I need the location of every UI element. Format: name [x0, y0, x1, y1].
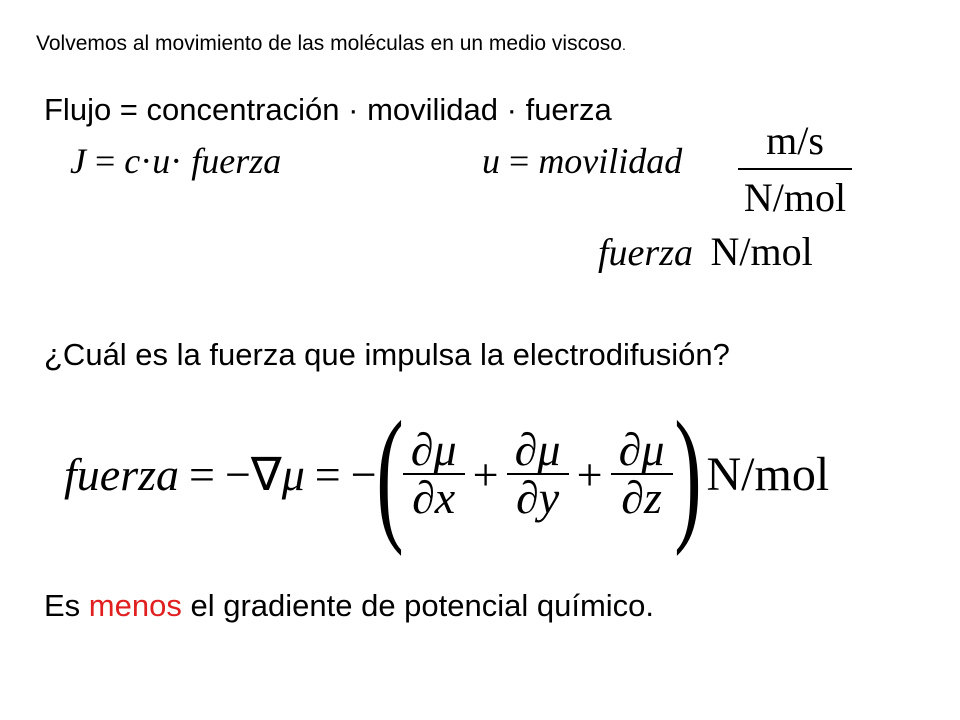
plus-sign: +	[472, 448, 499, 500]
flux-definition: Flujo = concentración · movilidad · fuerza	[44, 92, 612, 127]
header-main: Volvemos al movimiento de las moléculas en un medio viscoso	[36, 32, 622, 55]
minus-sign: −	[350, 448, 377, 500]
flux-symbol: J	[70, 141, 86, 181]
right-paren: )	[673, 391, 702, 557]
plus-sign: +	[576, 448, 603, 500]
question-text: ¿Cuál es la fuerza que impulsa la electrodifusión?	[44, 337, 730, 372]
partial-fraction-x	[403, 424, 465, 523]
fraction-numerator: ∂μ	[410, 424, 457, 475]
partial-fraction-y	[507, 424, 569, 523]
fraction-numerator: ∂μ	[514, 424, 561, 475]
conclusion-text	[44, 588, 654, 624]
header-dot: .	[621, 37, 626, 53]
conclusion-part1: Es	[44, 588, 89, 623]
fraction-denominator: ∂x	[412, 472, 456, 523]
force-unit: N/mol	[710, 229, 813, 274]
gradient-unit: N/mol	[706, 447, 830, 501]
mobility-equation	[482, 140, 682, 182]
equals-sign: =	[189, 448, 215, 500]
header-text	[36, 32, 626, 56]
equals-sign: =	[314, 448, 341, 500]
fraction-denominator: ∂z	[621, 472, 662, 523]
concentration-symbol: c	[124, 141, 141, 181]
dot-operator: ·	[170, 141, 183, 181]
force-word: fuerza	[64, 448, 179, 500]
mu-symbol: μ	[281, 448, 305, 500]
partial-fraction-z	[611, 424, 673, 523]
force-word: fuerza	[598, 232, 693, 274]
fraction-bar	[738, 168, 852, 170]
left-paren: (	[375, 391, 404, 557]
units-denominator: N/mol	[743, 175, 847, 220]
conclusion-highlight: menos	[88, 588, 182, 623]
fraction-numerator: ∂μ	[618, 424, 665, 475]
mobility-word: movilidad	[538, 141, 683, 181]
equals-sign: =	[509, 141, 530, 181]
force-units	[598, 228, 813, 275]
mobility-symbol: u	[152, 141, 171, 181]
dot-operator: ·	[140, 141, 153, 181]
mobility-symbol: u	[482, 141, 500, 181]
force-word: fuerza	[191, 141, 282, 181]
minus-sign: −	[224, 448, 251, 500]
gradient-equation	[64, 391, 830, 557]
flux-equation	[70, 140, 281, 182]
equals-sign: =	[94, 141, 116, 181]
fraction-denominator: ∂y	[516, 472, 560, 523]
mobility-units-fraction	[738, 116, 852, 220]
units-numerator: m/s	[766, 118, 824, 163]
nabla-symbol: ∇	[250, 449, 282, 500]
conclusion-part2: el gradiente de potencial químico.	[181, 588, 655, 623]
